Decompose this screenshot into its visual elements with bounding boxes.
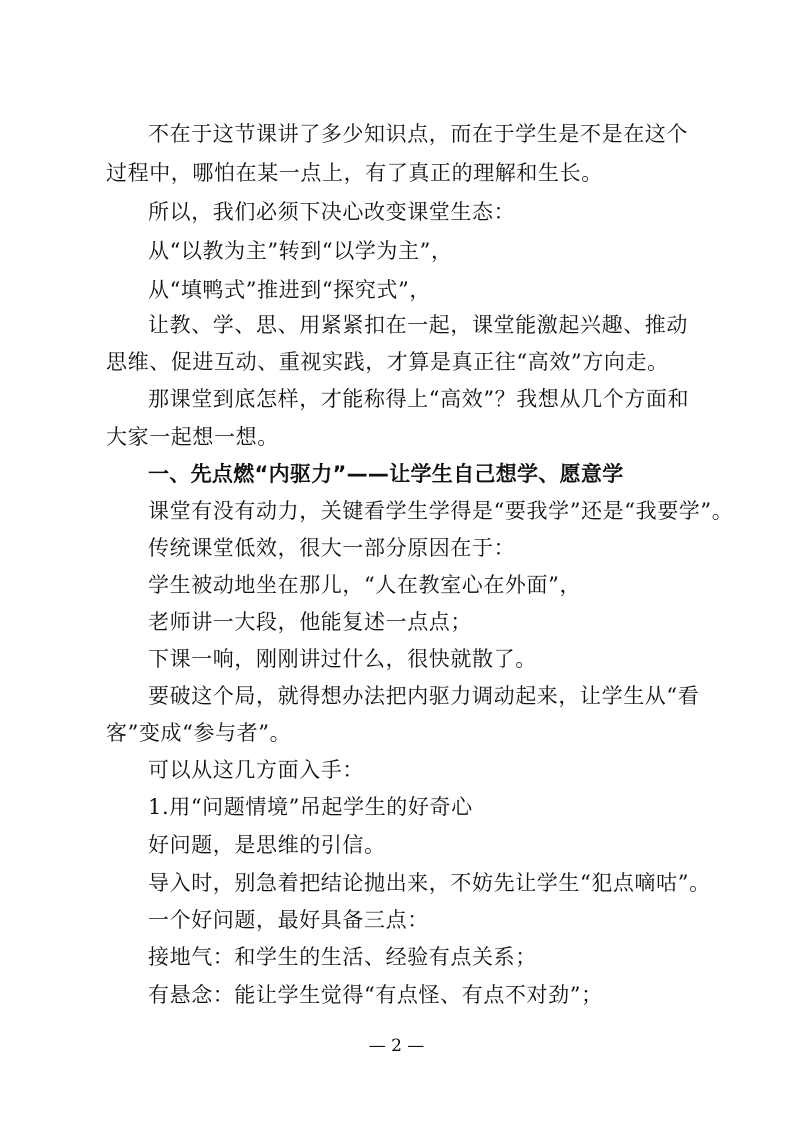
text-line: 好问题，是思维的引信。 (148, 833, 386, 857)
text-line: 学生被动地坐在那儿，“人在教室心在外面”， (148, 573, 582, 597)
text-line: 不在于这节课讲了多少知识点，而在于学生是不是在这个 (148, 122, 688, 146)
page-number: — 2 — (368, 1036, 425, 1056)
text-line: 大家一起想一想。 (106, 425, 279, 449)
section-heading: 一、先点燃“内驱力”——让学生自己想学、愿意学 (148, 462, 624, 486)
text-line: 课堂有没有动力，关键看学生学得是“要我学”还是“我要学”。 (148, 499, 734, 523)
text-line: 所以，我们必须下决心改变课堂生态： (148, 200, 516, 224)
text-line: 导入时，别急着把结论抛出来，不妨先让学生“犯点嘀咕”。 (148, 871, 711, 895)
text-line: 客”变成“参与者”。 (106, 721, 292, 745)
text-line: 从“填鸭式”推进到“探究式”， (148, 278, 431, 302)
text-line: 过程中，哪怕在某一点上，有了真正的理解和生长。 (106, 161, 603, 185)
text-line: 下课一响，刚刚讲过什么，很快就散了。 (148, 647, 537, 671)
text-line: 可以从这几方面入手： (148, 758, 364, 782)
text-line: 让教、学、思、用紧紧扣在一起，课堂能激起兴趣、推动 (148, 313, 688, 337)
text-line: 一个好问题，最好具备三点： (148, 908, 429, 932)
text-line: 那课堂到底怎样，才能称得上“高效”？我想从几个方面和 (148, 387, 690, 411)
subsection-heading: 1.用“问题情境”吊起学生的好奇心 (148, 795, 473, 819)
text-line: 有悬念：能让学生觉得“有点怪、有点不对劲”； (148, 983, 603, 1007)
text-line: 接地气：和学生的生活、经验有点关系； (148, 945, 537, 969)
text-line: 老师讲一大段，他能复述一点点； (148, 610, 472, 634)
text-line: 要破这个局，就得想办法把内驱力调动起来，让学生从“看 (148, 684, 700, 708)
text-line: 传统课堂低效，很大一部分原因在于： (148, 536, 516, 560)
text-line: 从“以教为主”转到“以学为主”， (148, 239, 453, 263)
text-line: 思维、促进互动、重视实践，才算是真正往“高效”方向走。 (106, 350, 669, 374)
